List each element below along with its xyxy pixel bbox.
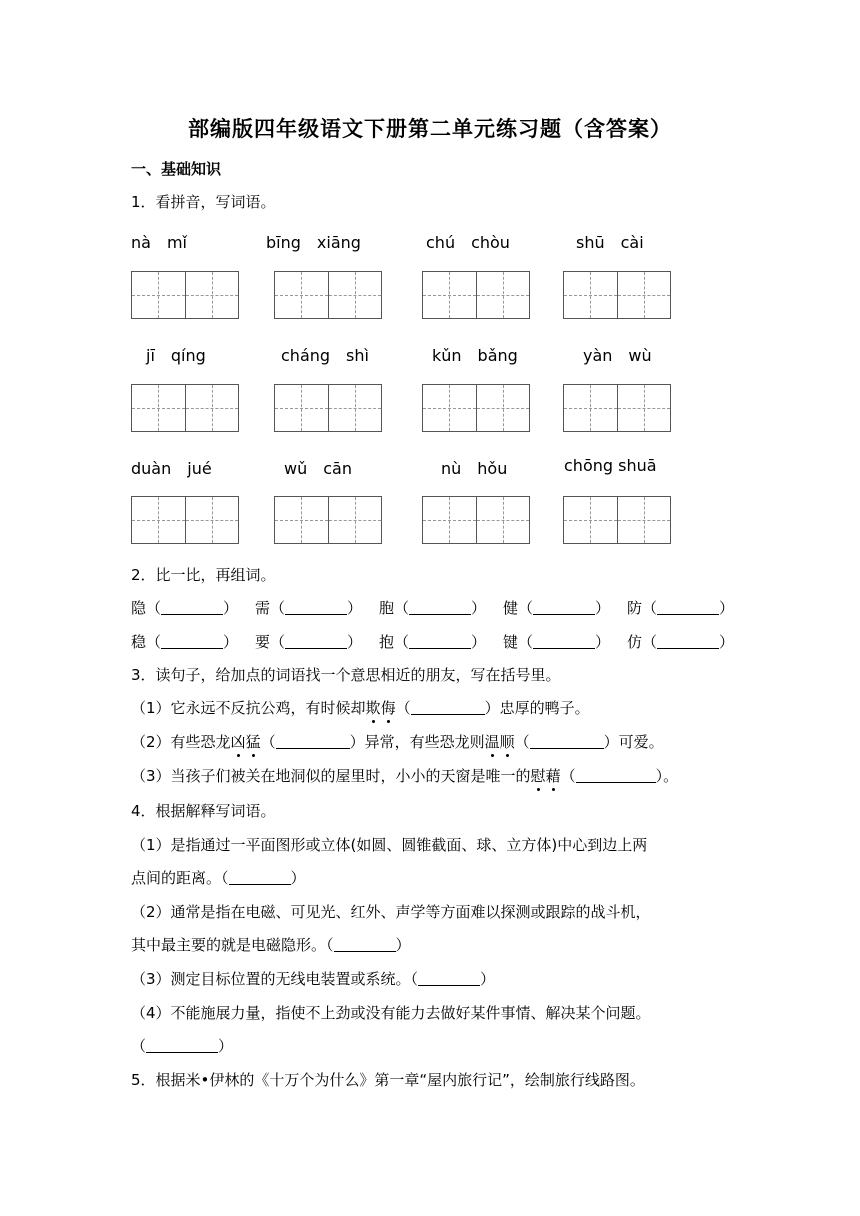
writing-grid[interactable] (131, 384, 239, 432)
compare-row-2 (131, 631, 751, 652)
question-4-item-1-line-1: （1）是指通过一平面图形或立体(如圆、圆锥截面、球、立方体)中心到边上两 (131, 836, 648, 854)
compare-item: 胞（ ） (379, 599, 487, 617)
pinyin-label: chú chòu (426, 233, 510, 252)
answer-blank[interactable] (533, 634, 595, 649)
question-4-item-2-line-2: 其中最主要的就是电磁隐形。（ ） (131, 936, 411, 954)
answer-blank[interactable] (530, 734, 604, 749)
answer-blank[interactable] (285, 600, 347, 615)
answer-blank[interactable] (657, 634, 719, 649)
question-3-label: 3．读句子，给加点的词语找一个意思相近的朋友，写在括号里。 (131, 666, 561, 684)
compare-item: 稳（ ） (131, 633, 239, 651)
compare-item: 仿（ ） (627, 633, 735, 651)
pinyin-label: nà mǐ (131, 233, 187, 252)
pinyin-label: yàn wù (583, 346, 652, 365)
writing-grid[interactable] (274, 384, 382, 432)
answer-blank[interactable] (285, 634, 347, 649)
pinyin-label: cháng shì (281, 346, 369, 365)
question-3-sentence-2: （2）有些恐龙凶猛（ ）异常，有些恐龙则温顺（ ）可爱。 (131, 733, 664, 751)
writing-grid[interactable] (422, 271, 530, 319)
writing-grid[interactable] (422, 496, 530, 544)
compare-item: 健（ ） (503, 599, 611, 617)
writing-grid[interactable] (563, 384, 671, 432)
writing-grid[interactable] (131, 496, 239, 544)
pinyin-label: shū cài (576, 233, 644, 252)
answer-blank[interactable] (229, 870, 291, 885)
answer-blank[interactable] (161, 600, 223, 615)
answer-blank[interactable] (276, 734, 350, 749)
pinyin-label: duàn jué (131, 459, 212, 478)
question-2-label: 2．比一比，再组词。 (131, 566, 276, 584)
compare-item: 隐（ ） (131, 599, 239, 617)
pinyin-label: kǔn bǎng (432, 346, 518, 365)
question-4-item-2-line-1: （2）通常是指在电磁、可见光、红外、声学等方面难以探测或跟踪的战斗机， (131, 903, 651, 921)
question-5-label: 5．根据米•伊林的《十万个为什么》第一章“屋内旅行记”，绘制旅行线路图。 (131, 1071, 645, 1089)
answer-blank[interactable] (334, 937, 396, 952)
pinyin-label: bīng xiāng (266, 233, 361, 252)
answer-blank[interactable] (576, 768, 656, 783)
writing-grid[interactable] (563, 271, 671, 319)
question-4-item-4-line-2: （ ） (131, 1037, 234, 1055)
writing-grid[interactable] (422, 384, 530, 432)
pinyin-label: wǔ cān (284, 459, 352, 478)
compare-item: 键（ ） (503, 633, 611, 651)
question-4-item-4-line-1: （4）不能施展力量，指使不上劲或没有能力去做好某件事情、解决某个问题。 (131, 1004, 651, 1022)
question-4-item-1-line-2: 点间的距离。（ ） (131, 869, 306, 887)
compare-item: 要（ ） (255, 633, 363, 651)
section-heading: 一、基础知识 (131, 160, 222, 178)
writing-grid[interactable] (274, 496, 382, 544)
answer-blank[interactable] (409, 634, 471, 649)
answer-blank[interactable] (409, 600, 471, 615)
question-1-label: 1．看拼音，写词语。 (131, 193, 276, 211)
question-4-item-3: （3）测定目标位置的无线电装置或系统。（ ） (131, 970, 496, 988)
compare-row-1 (131, 597, 751, 618)
pinyin-label: chōng shuā (564, 456, 657, 475)
writing-grid[interactable] (131, 271, 239, 319)
pinyin-label: jī qíng (146, 346, 206, 365)
answer-blank[interactable] (657, 600, 719, 615)
page-title: 部编版四年级语文下册第二单元练习题（含答案） (188, 117, 672, 141)
compare-item: 抱（ ） (379, 633, 487, 651)
answer-blank[interactable] (533, 600, 595, 615)
writing-grid[interactable] (274, 271, 382, 319)
writing-grid[interactable] (563, 496, 671, 544)
compare-item: 需（ ） (255, 599, 363, 617)
answer-blank[interactable] (146, 1038, 218, 1053)
question-4-label: 4．根据解释写词语。 (131, 802, 276, 820)
answer-blank[interactable] (418, 971, 480, 986)
pinyin-label: nù hǒu (441, 459, 508, 478)
answer-blank[interactable] (411, 700, 485, 715)
compare-item: 防（ ） (627, 599, 735, 617)
question-3-sentence-1: （1）它永远不反抗公鸡，有时候却欺侮（ ）忠厚的鸭子。 (131, 699, 590, 717)
question-3-sentence-3: （3）当孩子们被关在地洞似的屋里时，小小的天窗是唯一的慰藉（ ）。 (131, 767, 679, 785)
answer-blank[interactable] (161, 634, 223, 649)
